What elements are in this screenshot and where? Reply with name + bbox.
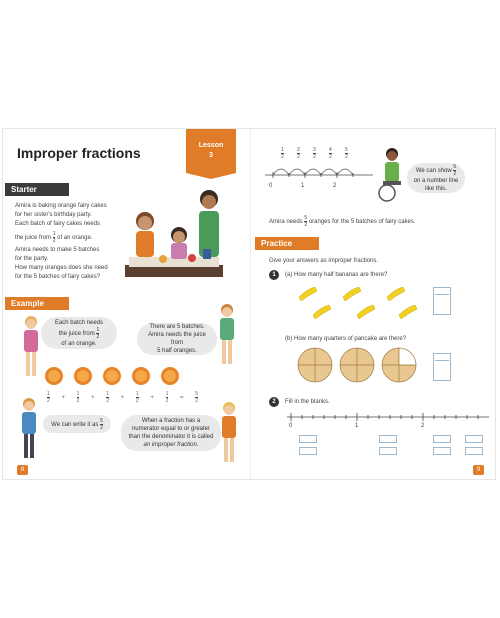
fraction: $\frac{5}{2}$ <box>100 417 103 431</box>
banana-half-icon <box>313 305 331 319</box>
blank-box[interactable] <box>299 447 317 455</box>
fraction: $\frac{1}{2}$ <box>52 231 56 244</box>
fraction: $\frac{5}{2}$ <box>345 147 348 160</box>
banana-half-icon <box>299 287 317 301</box>
lesson-label: Lesson <box>198 142 224 149</box>
speech-bubble-batch: Each batch needs the juice from $\frac{1}{2}$ of an orange. <box>41 317 117 349</box>
fraction: $\frac{1}{2}$ <box>135 391 139 404</box>
orange-half-icon <box>132 367 150 385</box>
kitchen-illustration <box>125 181 225 281</box>
fraction: $\frac{5}{2}$ <box>453 163 457 177</box>
question-number-1: 1 <box>269 270 279 280</box>
fraction: $\frac{3}{2}$ <box>313 147 316 160</box>
starter-banner: Starter <box>5 183 69 196</box>
orange-half-icon <box>74 367 92 385</box>
practice-instructions: Give your answers as improper fractions. <box>269 258 379 264</box>
fraction: $\frac{1}{2}$ <box>106 391 110 404</box>
page-title: Improper fractions <box>17 145 141 161</box>
answer-box-1a[interactable] <box>433 287 451 315</box>
pancakes-illustration <box>297 347 421 387</box>
amira-answer-line: Amira needs $\frac{5}{2}$ oranges for the 5 batches of fairy cakes. <box>269 215 416 228</box>
speech-bubble-number-line: We can show $\frac{5}{2}$ on a number line like this. <box>407 163 465 193</box>
orange-half-icon <box>103 367 121 385</box>
question-1b: (b) How many quarters of pancake are there? <box>285 336 407 342</box>
question-number-2: 2 <box>269 397 279 407</box>
girl-illustration-2 <box>215 303 241 369</box>
fraction: $\frac{4}{2}$ <box>329 147 332 160</box>
orange-half-icon <box>45 367 63 385</box>
blank-box[interactable] <box>465 447 483 455</box>
blank-box[interactable] <box>379 447 397 455</box>
fraction: $\frac{1}{2}$ <box>165 391 169 404</box>
number-line-blank <box>285 409 491 423</box>
fraction: $\frac{1}{2}$ <box>281 147 284 160</box>
pancake-icon <box>340 348 374 382</box>
orange-halves-row <box>43 365 189 387</box>
fraction: $\frac{1}{2}$ <box>76 391 80 404</box>
fraction: $\frac{5}{2}$ <box>304 215 308 228</box>
lesson-tab <box>186 129 236 173</box>
orange-half-icon <box>161 367 179 385</box>
pancake-icon <box>298 348 332 382</box>
banana-half-icon <box>399 305 417 319</box>
girl-wheelchair-illustration <box>377 147 407 203</box>
starter-text: Amira is baking orange fairy cakes for her sister's birthday party. Each batch of fairy cakes needs the juice from $\frac{1}{2}$ of an orange. Amira needs to make 5 batches for the party. How many oranges does she need for the 5 batches of fairy cakes? <box>15 203 108 280</box>
page-number-right: 9 <box>473 465 484 475</box>
page-gutter <box>250 129 251 479</box>
fraction: $\frac{1}{2}$ <box>96 326 100 340</box>
fraction: $\frac{2}{2}$ <box>297 147 300 160</box>
question-1a: (a) How many half bananas are there? <box>285 272 388 278</box>
speech-bubble-five-batches: There are 5 batches. Amira needs the juice from 5 half oranges. <box>137 323 217 355</box>
boy-illustration <box>17 397 43 463</box>
blank-box[interactable] <box>433 447 451 455</box>
blank-box[interactable] <box>433 435 451 443</box>
girl-illustration <box>19 315 45 381</box>
blank-box[interactable] <box>299 435 317 443</box>
lesson-number: 3 <box>209 152 213 159</box>
fraction-sum: $\frac{1}{2}$ + $\frac{1}{2}$ + $\frac{1}{2}$ + $\frac{1}{2}$ + $\frac{1}{2}$ = $\frac{5}{2}$ <box>47 391 198 404</box>
bananas-illustration <box>295 285 419 321</box>
example-banner: Example <box>5 297 69 310</box>
banana-half-icon <box>343 287 361 301</box>
speech-bubble-write: We can write it as $\frac{5}{2}$ <box>43 415 111 433</box>
answer-box-1b[interactable] <box>433 353 451 381</box>
workbook-spread: Improper fractions Lesson 3 Starter Amira is baking orange fairy cakes for her sister's birthday party. Each batch of fairy cakes needs the juice from $\frac{1}{2}$ of an orange. Amira needs to make 5 batches for the party. How many oranges does she need for the 5 batches of fairy cakes? Example Each batch needs the juice from $\frac{1}{2}$ of an orange. There are 5 batches. Amira needs the juice from 5 half oranges. $\frac{1}{2}$ + $\frac{1}{2}$ + $\frac{1}{2}$ + $\frac{1}{2}$ + $\frac{1}{2}$ = $\frac{5}{2}$ We can write it as $\frac{5}{2}$ When a fraction has a numerator equal to or greater than the denominator it is called an improper fraction. 8 0 1 2 $\frac{1}{2}$ $\frac{2}{2}$ $\frac{3}{2}$ $\frac{4}{2}$ $\frac{5}{2}$ We can show $\frac{5}{2}$ on a number line like this. Amira needs $\frac{5}{2}$ oranges for the 5 batches of fairy cakes. Practice Give your answers as improper fractions. 1 (a) How many half bananas are there? (b) How many quarters of pancake are there? 2 Fill in the blanks. 0 1 2 9 <box>2 128 496 480</box>
fraction: $\frac{1}{2}$ <box>47 391 50 404</box>
banana-half-icon <box>357 305 375 319</box>
blank-box[interactable] <box>379 435 397 443</box>
question-2: Fill in the blanks. <box>285 399 330 405</box>
blank-box[interactable] <box>465 435 483 443</box>
fraction: $\frac{5}{2}$ <box>195 391 198 404</box>
girl-illustration-3 <box>217 401 243 467</box>
practice-banner: Practice <box>255 237 319 250</box>
pancake-three-quarters-icon <box>382 348 416 382</box>
page-number-left: 8 <box>17 465 28 475</box>
banana-half-icon <box>387 287 405 301</box>
speech-bubble-definition: When a fraction has a numerator equal to or greater than the denominator it is called an improper fraction. <box>121 415 221 451</box>
